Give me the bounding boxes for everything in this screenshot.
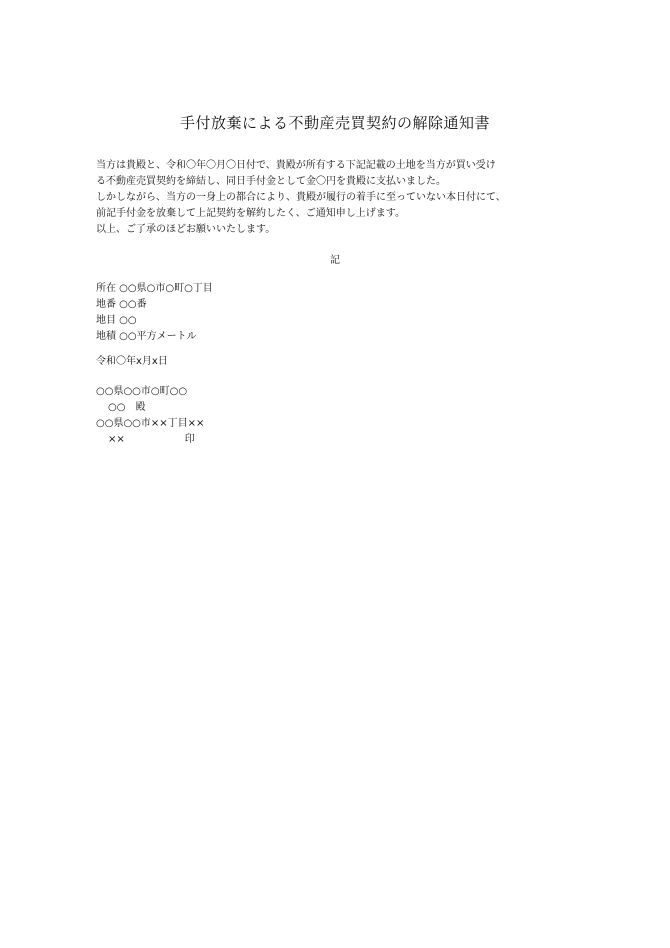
recipient-address: ○○県○○市○町○○ [96, 386, 188, 397]
notice-body [96, 158, 596, 238]
sender-name-seal: ×× 印 [108, 434, 195, 445]
property-land-category: 地目 ○○ [96, 315, 137, 326]
notice-date: 令和〇年x月x日 [96, 356, 168, 367]
body-line: 以上、ご了承のほどお願いいたします。 [96, 224, 276, 235]
body-line: る不動産売買契約を締結し、同日手付金として金〇円を貴殿に支払いました。 [96, 176, 446, 187]
property-location: 所在 ○○県○市○町○丁目 [96, 283, 213, 294]
sender-address: ○○県○○市××丁目×× [96, 418, 205, 429]
property-lot-number: 地番 ○○番 [96, 299, 147, 310]
recipient-name: ○○ 殿 [108, 402, 146, 413]
document-title: 手付放棄による不動産売買契約の解除通知書 [179, 114, 490, 132]
property-area: 地積 ○○平方メートル [96, 331, 197, 342]
body-line: 前記手付金を放棄して上記契約を解約したく、ご通知申し上げます。 [96, 208, 405, 219]
ki-heading: 記 [330, 255, 340, 266]
parties-block [96, 384, 204, 448]
property-details [96, 281, 213, 345]
body-line: 当方は貴殿と、令和〇年〇月〇日付で、貴殿が所有する下記記載の土地を当方が買い受け [96, 160, 496, 171]
body-line: しかしながら、当方の一身上の都合により、貴殿が履行の着手に至っていない本日付にて、 [96, 192, 506, 203]
